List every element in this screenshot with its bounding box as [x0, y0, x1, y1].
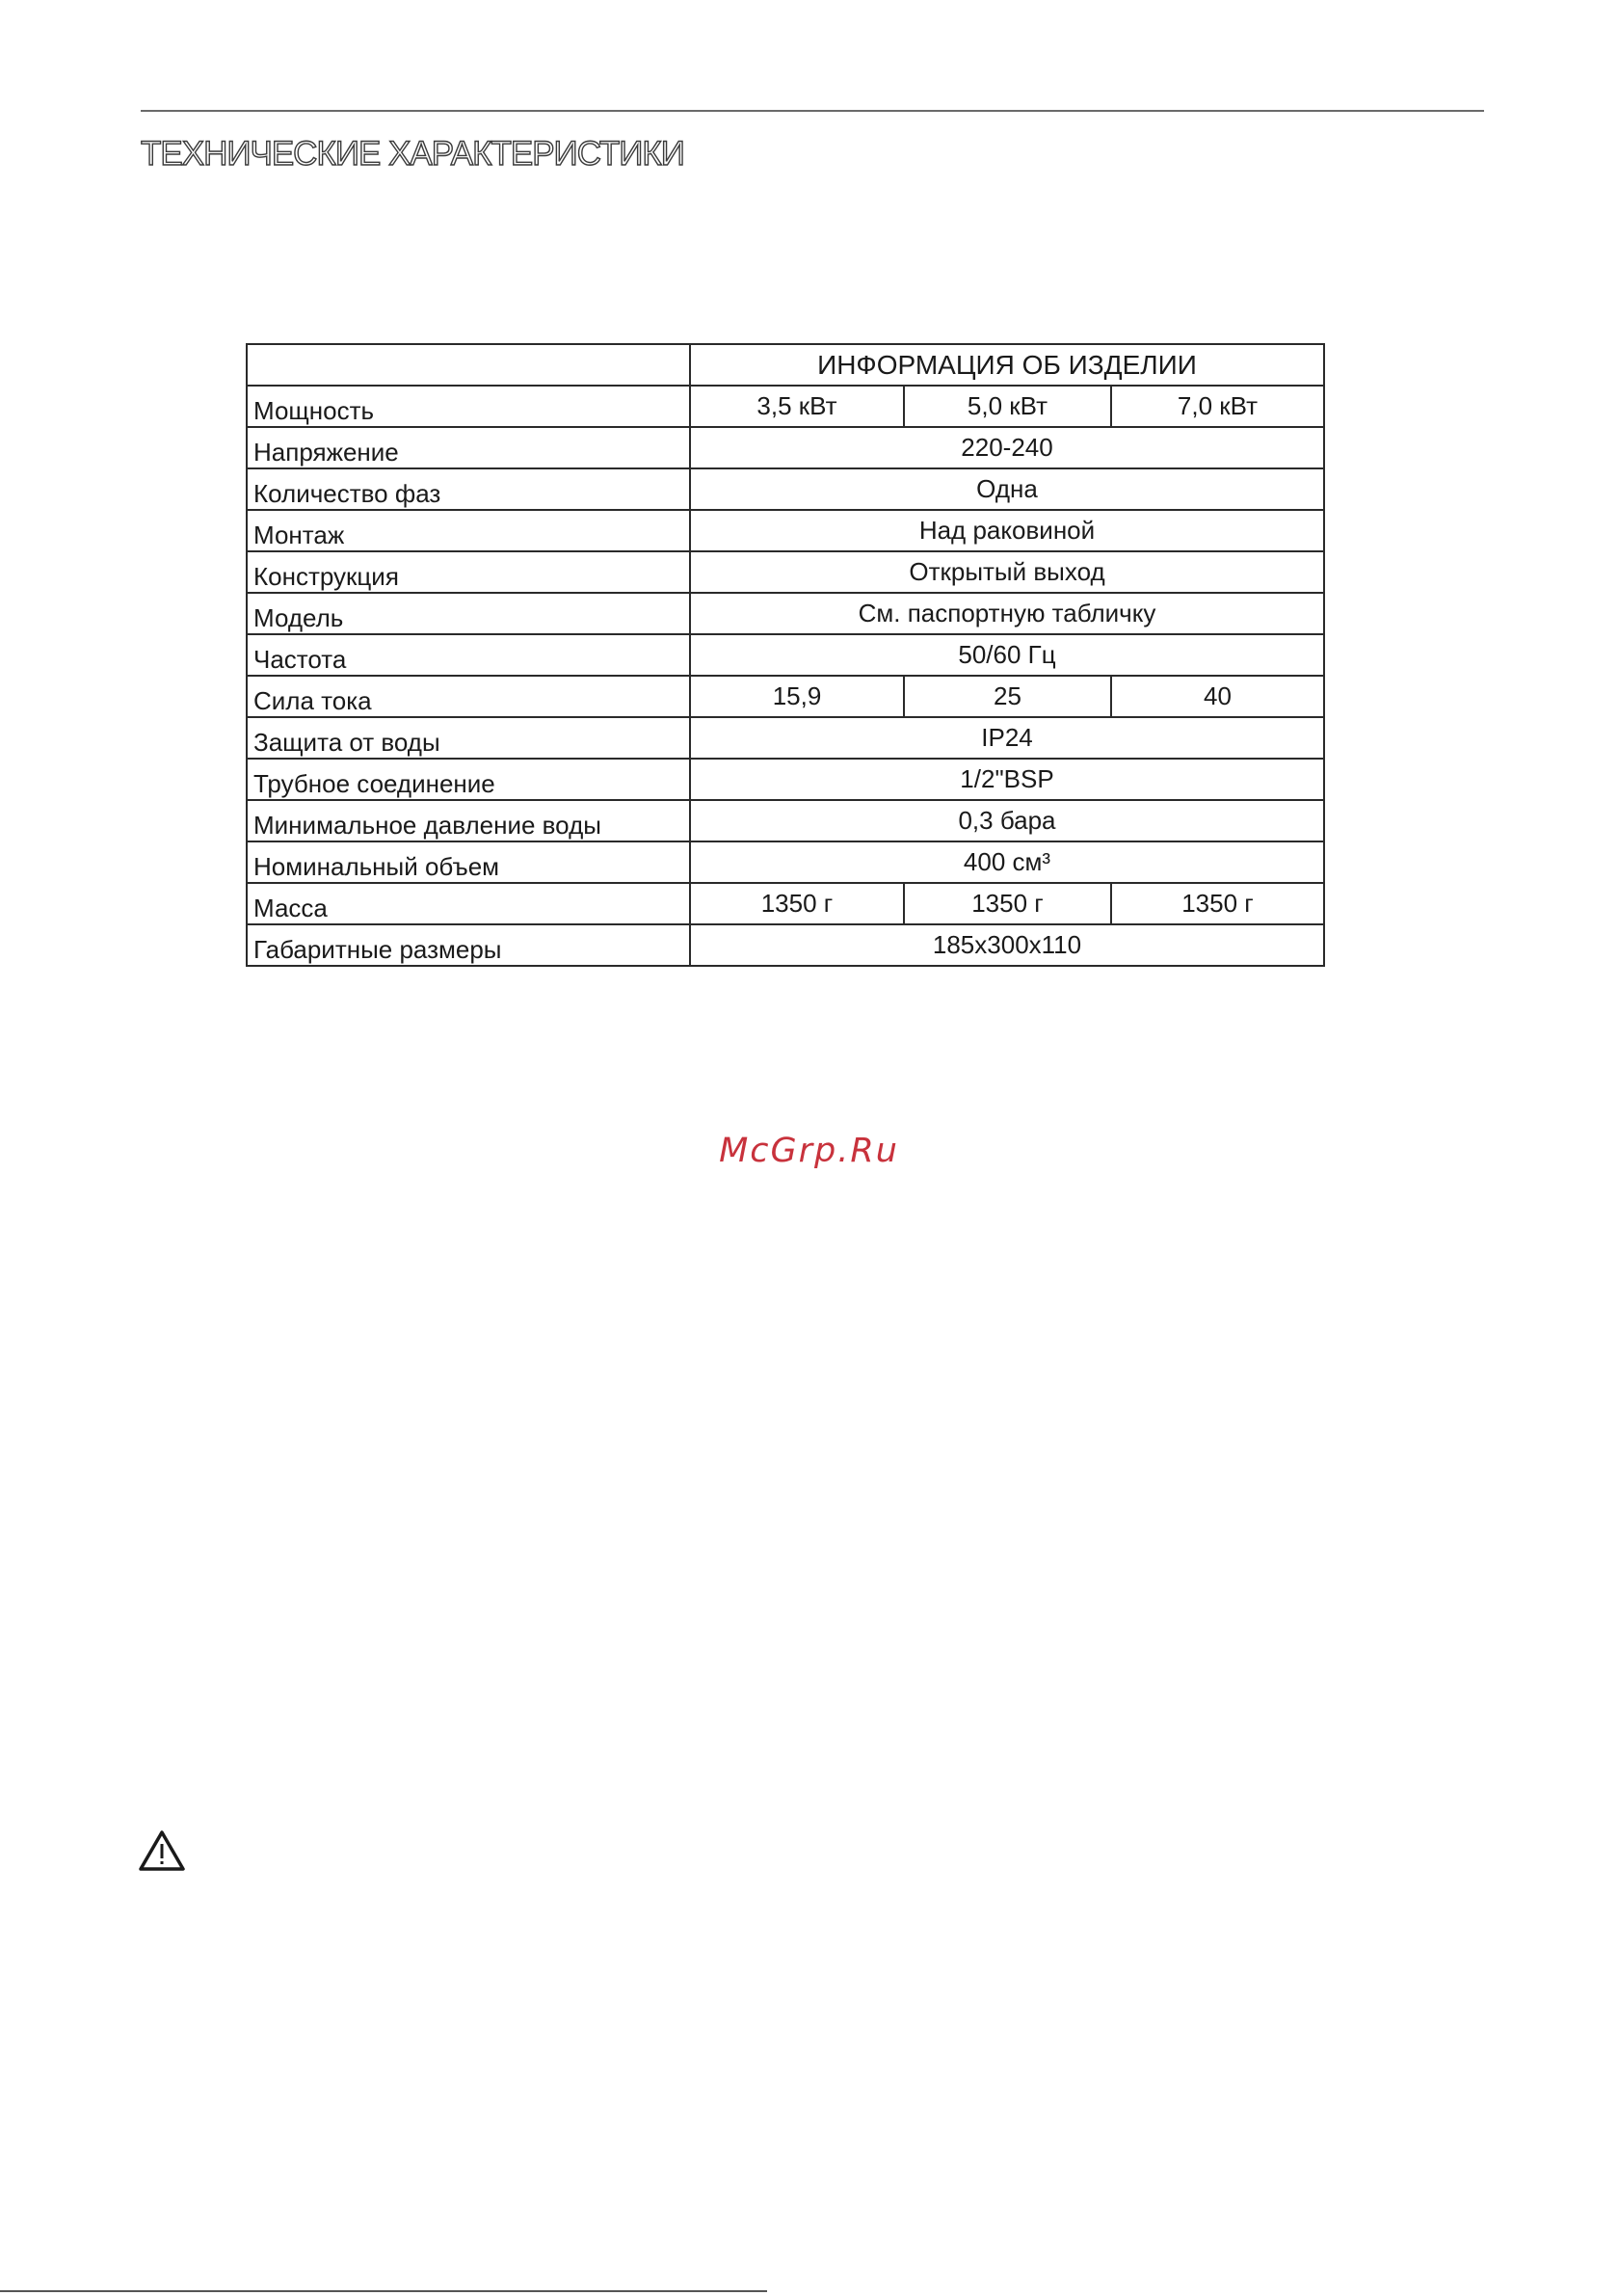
row-value: 0,3 бара [690, 800, 1324, 841]
table-row-nominal-volume [247, 841, 1324, 883]
row-label: Модель [247, 593, 690, 634]
row-label: Сила тока [247, 676, 690, 717]
row-value: См. паспортную табличку [690, 593, 1324, 634]
row-label: Монтаж [247, 510, 690, 551]
row-value: 1350 г [904, 883, 1111, 924]
row-label: Габаритные размеры [247, 924, 690, 966]
table-row-current [247, 676, 1324, 717]
table-row-construction [247, 551, 1324, 593]
warning-triangle-icon [138, 1829, 186, 1872]
row-value: IP24 [690, 717, 1324, 759]
row-value: Открытый выход [690, 551, 1324, 593]
footer-rule [0, 2290, 767, 2292]
row-label: Частота [247, 634, 690, 676]
row-label: Минимальное давление воды [247, 800, 690, 841]
spec-table [246, 343, 1325, 967]
row-label: Напряжение [247, 427, 690, 468]
row-label: Количество фаз [247, 468, 690, 510]
table-header: ИНФОРМАЦИЯ ОБ ИЗДЕЛИИ [690, 344, 1324, 386]
table-row-power [247, 386, 1324, 427]
table-row-mounting [247, 510, 1324, 551]
row-value: 185x300x110 [690, 924, 1324, 966]
row-value: 7,0 кВт [1111, 386, 1324, 427]
header-empty-cell [247, 344, 690, 386]
table-row-water-protection [247, 717, 1324, 759]
row-label: Масса [247, 883, 690, 924]
row-value: 40 [1111, 676, 1324, 717]
row-label: Мощность [247, 386, 690, 427]
row-value: Одна [690, 468, 1324, 510]
header-rule [141, 110, 1484, 112]
row-label: Номинальный объем [247, 841, 690, 883]
watermark: McGrp.Ru [719, 1132, 899, 1170]
row-value: 1350 г [690, 883, 904, 924]
row-value: Над раковиной [690, 510, 1324, 551]
row-label: Конструкция [247, 551, 690, 593]
table-row-dimensions [247, 924, 1324, 966]
table-row-model [247, 593, 1324, 634]
row-value: 25 [904, 676, 1111, 717]
row-label: Трубное соединение [247, 759, 690, 800]
row-value: 400 см³ [690, 841, 1324, 883]
row-value: 15,9 [690, 676, 904, 717]
row-value: 50/60 Гц [690, 634, 1324, 676]
row-value: 5,0 кВт [904, 386, 1111, 427]
table-row-phases [247, 468, 1324, 510]
table-row-voltage [247, 427, 1324, 468]
row-value: 220-240 [690, 427, 1324, 468]
table-row-frequency [247, 634, 1324, 676]
row-value: 3,5 кВт [690, 386, 904, 427]
table-header-row [247, 344, 1324, 386]
table-row-pipe-connection [247, 759, 1324, 800]
row-value: 1350 г [1111, 883, 1324, 924]
table-row-min-pressure [247, 800, 1324, 841]
row-label: Защита от воды [247, 717, 690, 759]
row-value: 1/2"BSP [690, 759, 1324, 800]
page-title: ТЕХНИЧЕСКИЕ ХАРАКТЕРИСТИКИ [141, 135, 684, 173]
table-row-mass [247, 883, 1324, 924]
